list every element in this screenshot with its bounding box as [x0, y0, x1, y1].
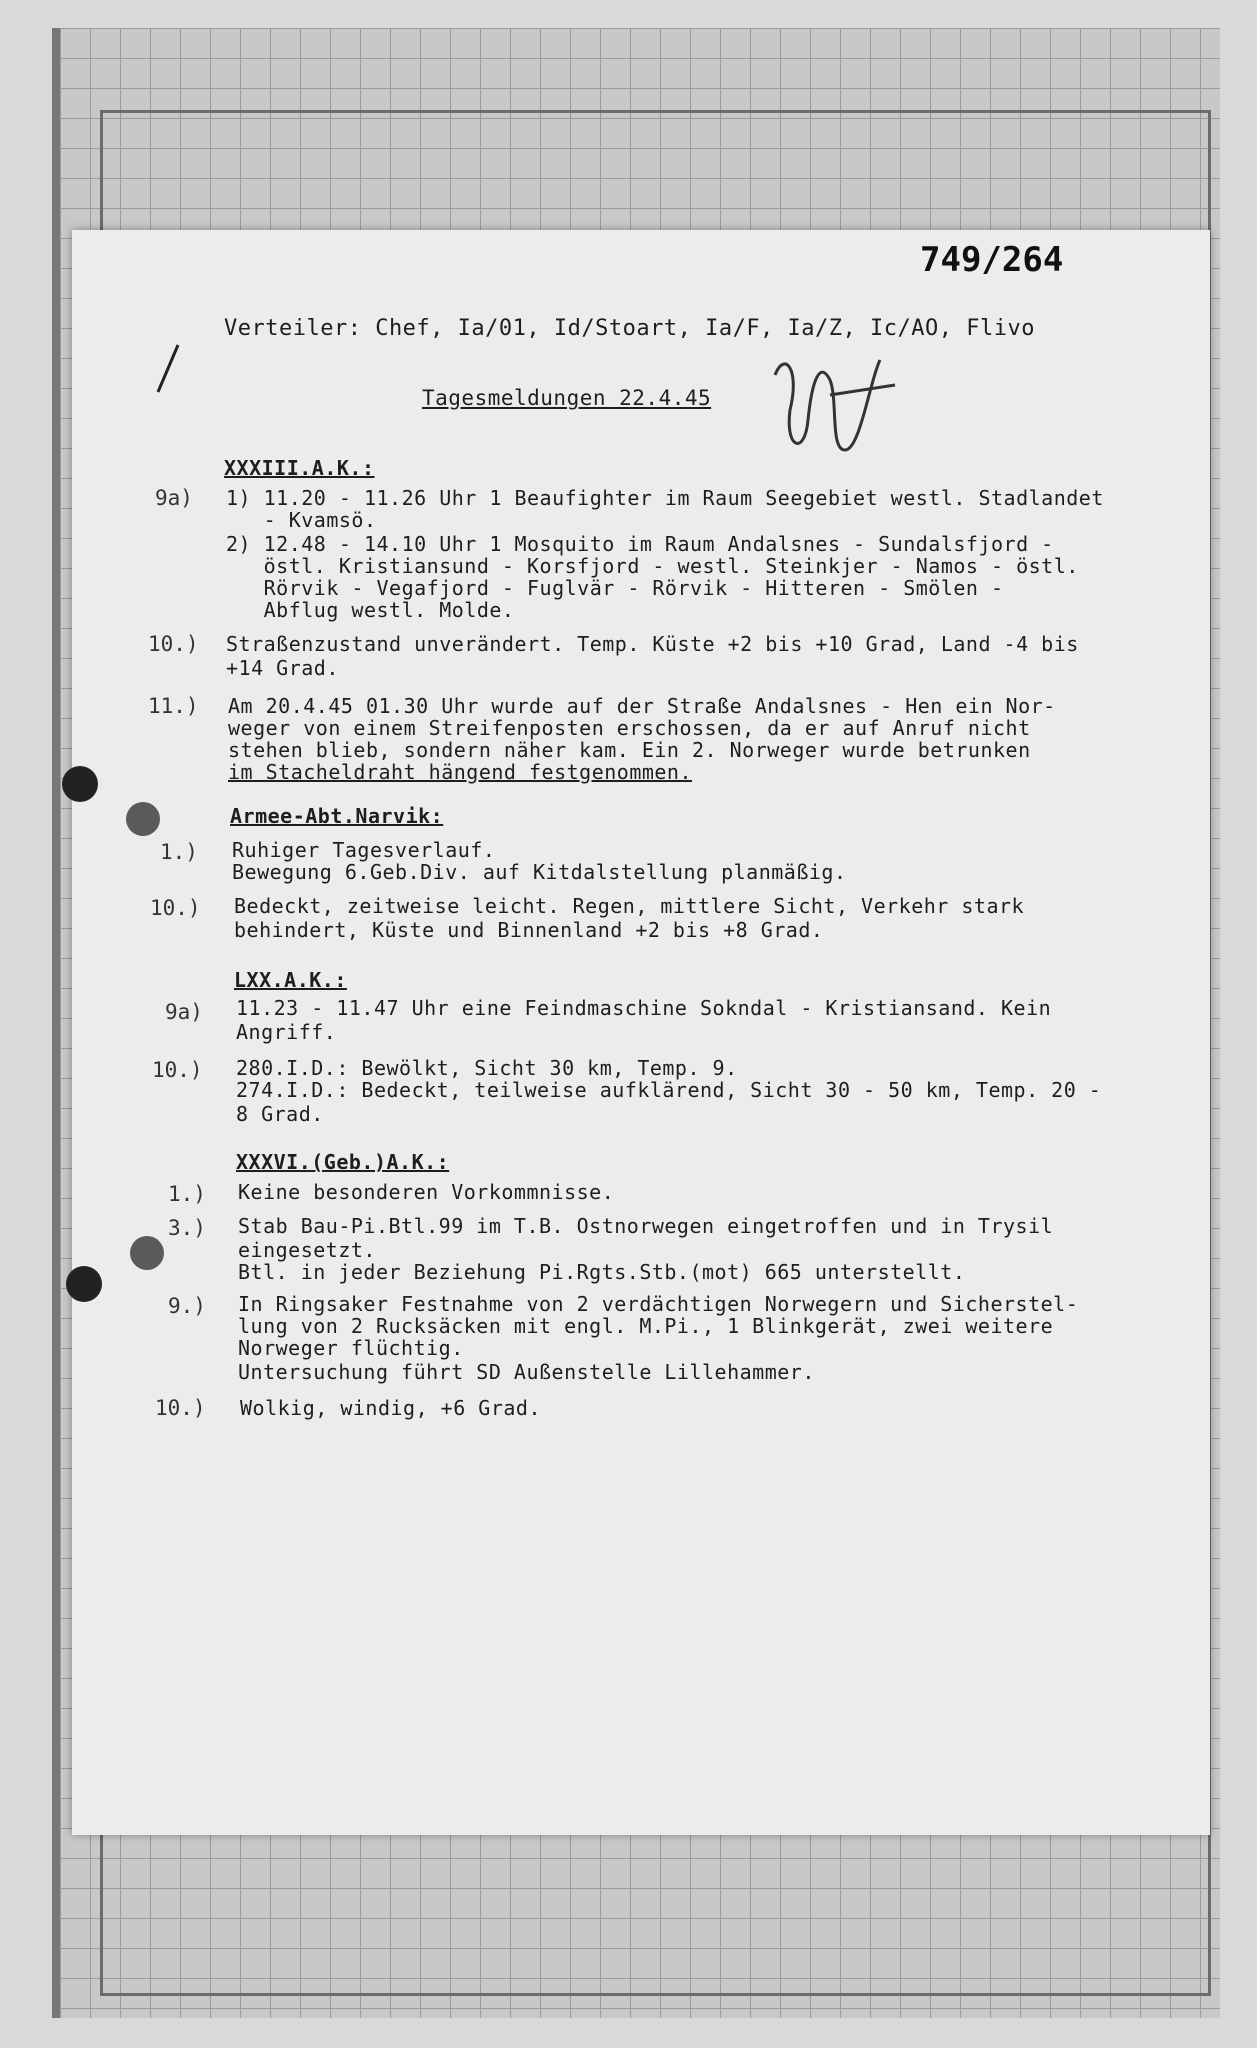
item-line: Keine besonderen Vorkommnisse. — [238, 1180, 615, 1204]
item-line: Ruhiger Tagesverlauf. — [232, 838, 496, 862]
item-line: 2) 12.48 - 14.10 Uhr 1 Mosquito im Raum Andalsnes - Sundalsfjord - — [226, 532, 1054, 556]
item-number: 9a) — [165, 1000, 203, 1024]
item-number: 1.) — [168, 1182, 206, 1206]
item-line: Untersuchung führt SD Außenstelle Lillehammer. — [238, 1360, 815, 1384]
section-heading: XXXVI.(Geb.)A.K.: — [236, 1150, 450, 1174]
item-line: - Kvamsö. — [226, 508, 377, 532]
item-line: 11.23 - 11.47 Uhr eine Feindmaschine Sokndal - Kristiansand. Kein — [236, 996, 1052, 1020]
item-line: Straßenzustand unverändert. Temp. Küste +2 bis +10 Grad, Land -4 bis — [226, 632, 1079, 656]
item-line: Wolkig, windig, +6 Grad. — [240, 1396, 541, 1420]
item-line: Am 20.4.45 01.30 Uhr wurde auf der Straße Andalsnes - Hen ein Nor- — [228, 694, 1056, 718]
punch-hole-lower — [66, 1266, 102, 1302]
section-heading: LXX.A.K.: — [234, 968, 347, 992]
item-number: 10.) — [150, 896, 201, 920]
item-line: Rörvik - Vegafjord - Fuglvär - Rörvik - Hitteren - Smölen - — [226, 576, 1004, 600]
item-number: 11.) — [148, 694, 199, 718]
punch-hole-upper — [62, 766, 98, 802]
item-line: Angriff. — [236, 1020, 337, 1044]
item-number: 1.) — [160, 840, 198, 864]
item-line: weger von einem Streifenposten erschossen, da er auf Anruf nicht — [228, 716, 1031, 740]
handwritten-signature-icon — [760, 340, 910, 470]
item-line: Stab Bau-Pi.Btl.99 im T.B. Ostnorwegen eingetroffen und in Trysil — [238, 1214, 1054, 1238]
distribution-list: Verteiler: Chef, Ia/01, Id/Stoart, Ia/F, Ia/Z, Ic/AO, Flivo — [224, 316, 1035, 341]
item-line: 280.I.D.: Bewölkt, Sicht 30 km, Temp. 9. — [236, 1056, 738, 1080]
punch-hole-shadow-lower — [130, 1236, 164, 1270]
item-line: +14 Grad. — [226, 656, 339, 680]
item-line: behindert, Küste und Binnenland +2 bis +8 Grad. — [234, 918, 824, 942]
item-number: 9a) — [155, 486, 193, 510]
handwritten-mark-icon — [150, 340, 210, 400]
item-line: Bedeckt, zeitweise leicht. Regen, mittlere Sicht, Verkehr stark — [234, 894, 1025, 918]
item-line: 274.I.D.: Bedeckt, teilweise aufklärend, Sicht 30 - 50 km, Temp. 20 - — [236, 1078, 1102, 1102]
item-line: eingesetzt. — [238, 1238, 376, 1262]
item-line: lung von 2 Rucksäcken mit engl. M.Pi., 1 Blinkgerät, zwei weitere — [238, 1314, 1054, 1338]
punch-hole-shadow-upper — [126, 802, 160, 836]
item-line: Btl. in jeder Beziehung Pi.Rgts.Stb.(mot) 665 unterstellt. — [238, 1260, 966, 1284]
item-line: Abflug westl. Molde. — [226, 598, 515, 622]
item-line: Bewegung 6.Geb.Div. auf Kitdalstellung planmäßig. — [232, 860, 847, 884]
item-line: Norweger flüchtig. — [238, 1336, 464, 1360]
item-number: 9.) — [168, 1294, 206, 1318]
item-line: 8 Grad. — [236, 1102, 324, 1126]
document-title: Tagesmeldungen 22.4.45 — [422, 386, 712, 410]
section-heading: XXXIII.A.K.: — [224, 456, 375, 480]
item-number: 10.) — [148, 632, 199, 656]
item-line: im Stacheldraht hängend festgenommen. — [228, 760, 693, 784]
document-number: 749/264 — [920, 240, 1064, 280]
item-line: stehen blieb, sondern näher kam. Ein 2. Norweger wurde betrunken — [228, 738, 1031, 762]
item-line: 1) 11.20 - 11.26 Uhr 1 Beaufighter im Raum Seegebiet westl. Stadlandet — [226, 486, 1104, 510]
item-number: 10.) — [155, 1396, 206, 1420]
item-number: 3.) — [168, 1216, 206, 1240]
section-heading: Armee-Abt.Narvik: — [230, 804, 444, 828]
item-number: 10.) — [152, 1058, 203, 1082]
item-line: östl. Kristiansund - Korsfjord - westl. Steinkjer - Namos - östl. — [226, 554, 1079, 578]
item-line: In Ringsaker Festnahme von 2 verdächtigen Norwegern und Sicherstel- — [238, 1292, 1079, 1316]
